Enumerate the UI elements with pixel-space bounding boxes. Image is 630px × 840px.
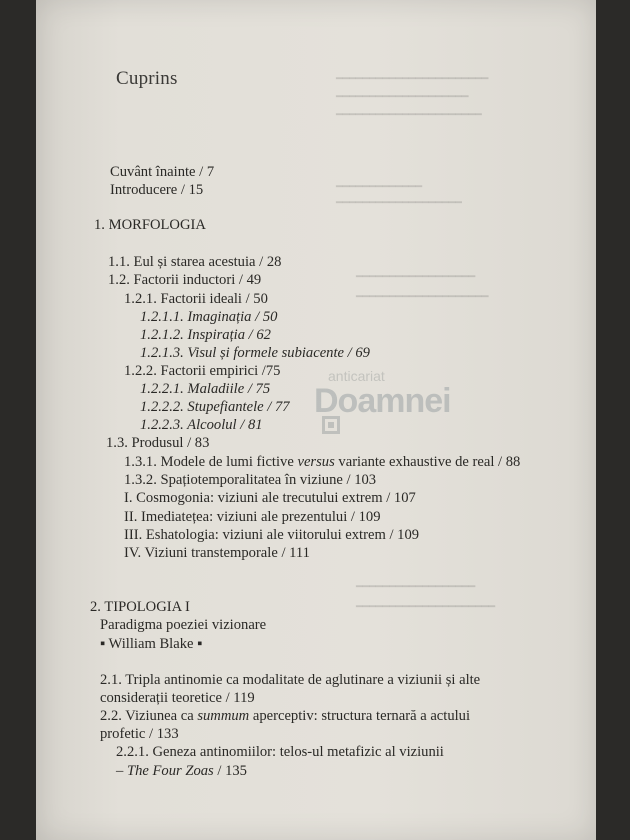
toc-entry-text: / 135 <box>213 763 247 779</box>
toc-entry: considerații teoretice / 119 <box>100 690 255 706</box>
toc-entry-emphasis: versus <box>297 454 335 470</box>
watermark-small-text: anticariat <box>328 368 385 384</box>
toc-section-heading: 1. MORFOLOGIA <box>94 217 206 233</box>
toc-entry: 2.2.1. Geneza antinomiilor: telos-ul metafizic al viziunii <box>116 744 444 760</box>
toc-entry-text: – <box>116 763 127 779</box>
toc-section-heading: 2. TIPOLOGIA I <box>90 599 190 615</box>
toc-entry: II. Imediatețea: viziuni ale prezentului / 109 <box>124 509 381 525</box>
bleed-through: ━━━━━━━━━━━━━ <box>336 181 423 193</box>
toc-entry-text: 1.3.1. Modele de lumi fictive <box>124 454 298 470</box>
toc-entry: 1.2.2.3. Alcoolul / 81 <box>140 417 263 433</box>
toc-entry: Paradigma poeziei vizionare <box>100 617 267 633</box>
toc-entry: 1.1. Eul și starea acestuia / 28 <box>108 254 282 270</box>
toc-entry-text: variante exhaustive de real / 88 <box>334 454 521 470</box>
bleed-through: ━━━━━━━━━━━━━━━━━━━━━━ <box>336 109 482 121</box>
toc-entry: 1.2.1.2. Inspirația / 62 <box>140 327 271 343</box>
toc-entry-emphasis: summum <box>197 708 250 724</box>
toc-entry: 1.2. Factorii inductori / 49 <box>108 272 262 288</box>
watermark-big-text: Doamnei <box>314 382 451 420</box>
bleed-through: ━━━━━━━━━━━━━━━━━━ <box>356 581 476 593</box>
toc-entry: 1.2.1.3. Visul și formele subiacente / 69 <box>140 345 370 361</box>
bleed-through: ━━━━━━━━━━━━━━━━━━ <box>356 271 476 283</box>
watermark-logo <box>268 368 451 438</box>
toc-entry <box>100 707 470 725</box>
bleed-through: ━━━━━━━━━━━━━━━━━━━ <box>336 197 462 209</box>
toc-entry: 2.1. Tripla antinomie ca modalitate de aglutinare a viziunii și alte <box>100 672 481 688</box>
toc-entry <box>124 453 520 471</box>
toc-entry: 1.3. Produsul / 83 <box>106 435 210 451</box>
bleed-through: ━━━━━━━━━━━━━━━━━━━━━━━ <box>336 73 489 85</box>
bleed-through: ━━━━━━━━━━━━━━━━━━━━ <box>336 91 469 103</box>
toc-entry: profetic / 133 <box>100 726 179 742</box>
book-page <box>36 0 596 840</box>
toc-entry-text: aperceptiv: structura ternară a actului <box>249 708 471 724</box>
toc-entry: 1.2.1. Factorii ideali / 50 <box>124 291 268 307</box>
toc-entry: I. Cosmogonia: viziuni ale trecutului extrem / 107 <box>124 490 416 506</box>
bleed-through: ━━━━━━━━━━━━━━━━━━━━━ <box>356 601 496 613</box>
page-title: Cuprins <box>116 68 178 89</box>
toc-entry: 1.2.2.1. Maladiile / 75 <box>140 381 271 397</box>
toc-entry: ▪ William Blake ▪ <box>100 636 203 652</box>
toc-entry: Introducere / 15 <box>110 182 204 198</box>
toc-entry: 1.2.2.2. Stupefiantele / 77 <box>140 399 290 415</box>
toc-entry: IV. Viziuni transtemporale / 111 <box>124 545 310 561</box>
watermark-box-icon <box>322 416 340 434</box>
toc-entry: 1.3.2. Spațiotemporalitatea în viziune / 103 <box>124 472 377 488</box>
toc-entry: Cuvânt înainte / 7 <box>110 164 215 180</box>
toc-entry: III. Eshatologia: viziuni ale viitorului extrem / 109 <box>124 527 420 543</box>
toc-entry: 1.2.1.1. Imaginația / 50 <box>140 309 278 325</box>
toc-entry-text: 2.2. Viziunea ca <box>100 708 198 724</box>
bleed-through: ━━━━━━━━━━━━━━━━━━━━ <box>356 291 489 303</box>
toc-entry-emphasis: The Four Zoas <box>126 763 214 779</box>
toc-entry <box>116 762 247 780</box>
toc-entry: 1.2.2. Factorii empirici /75 <box>124 363 281 379</box>
